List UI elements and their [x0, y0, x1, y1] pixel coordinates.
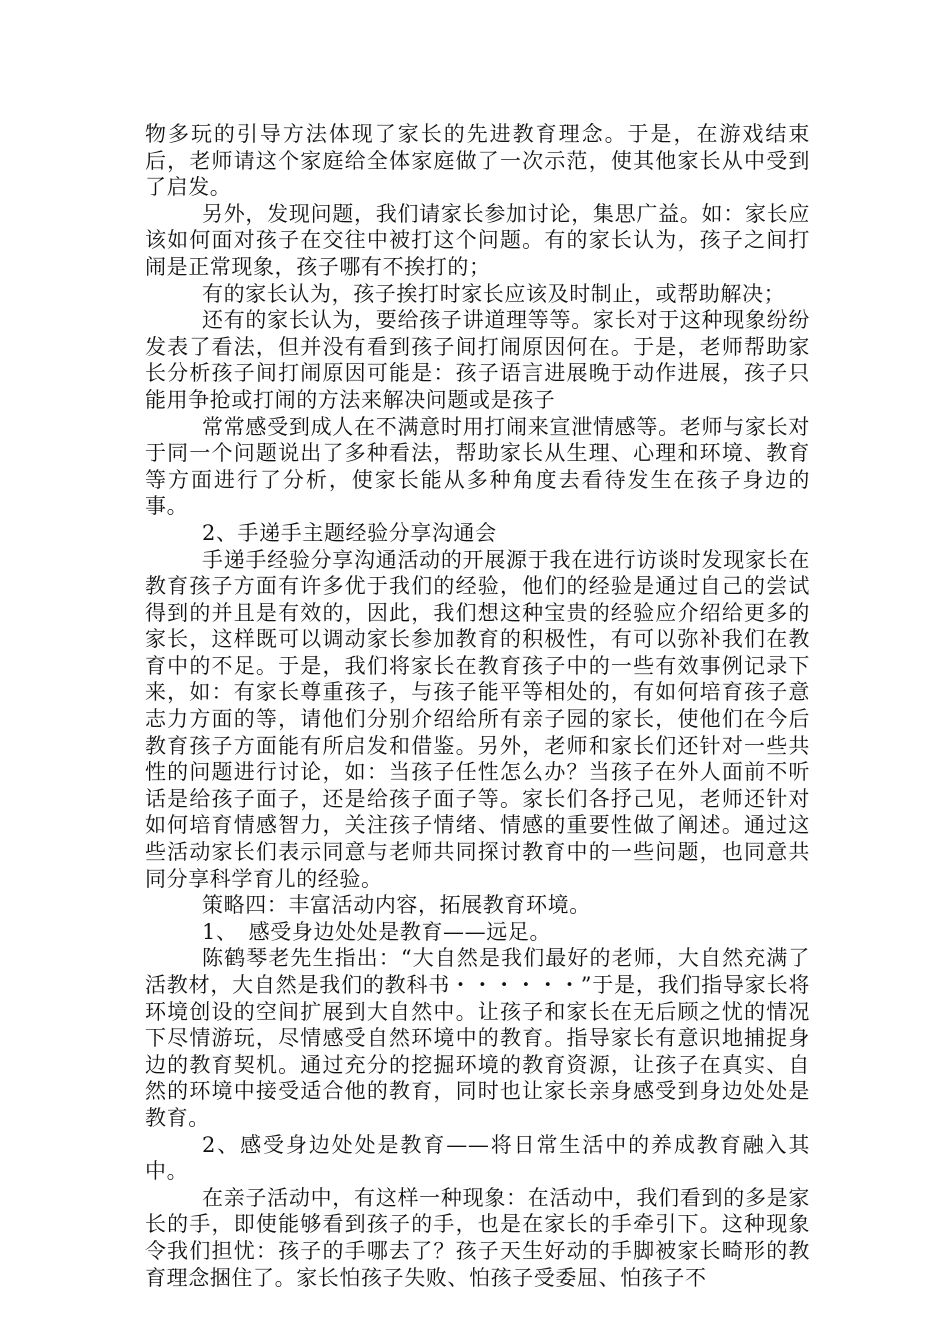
section-heading: 1、 感受身边处处是教育——远足。 — [202, 919, 552, 944]
paragraph: 在亲子活动中，有这样一种现象：在活动中，我们看到的多是家长的手，即使能够看到孩子的手，也是在家长的手牵引下。这种现象令我们担忧：孩子的手哪去了？孩子天生好动的手脚被家长畸形的教育理念捆住了。家长怕孩子失败、怕孩子受委屈、怕孩子不 — [145, 1185, 810, 1290]
paragraph: 手递手经验分享沟通活动的开展源于我在进行访谈时发现家长在教育孩子方面有许多优于我们的经验，他们的经验是通过自己的尝试得到的并且是有效的，因此，我们想这种宝贵的经验应介绍给更多的家长，这样既可以调动家长参加教育的积极性，有可以弥补我们在教育中的不足。于是，我们将家长在教育孩子中的一些有效事例记录下来，如：有家长尊重孩子，与孩子能平等相处的，有如何培育孩子意志力方面的等，请他们分别介绍给所有亲子园的家长，使他们在今后教育孩子方面能有所启发和借鉴。另外，老师和家长们还针对一些共性的问题进行讨论，如：当孩子任性怎么办？当孩子在外人面前不听话是给孩子面子，还是给孩子面子等。家长们各抒己见，老师还针对如何培育情感智力，关注孩子情绪、情感的重要性做了阐述。通过这些活动家长们表示同意与老师共同探讨教育中的一些问题，也同意共同分享科学育儿的经验。 — [145, 547, 810, 891]
paragraph: 陈鹤琴老先生指出：“大自然是我们最好的老师，大自然充满了活教材，大自然是我们的教科书・・・・・・”于是，我们指导家长将环境创设的空间扩展到大自然中。让孩子和家长在无后顾之忧的情况下尽情游玩，尽情感受自然环境中的教育。指导家长有意识地捕捉身边的教育契机。通过充分的挖掘环境的教育资源，让孩子在真实、自然的环境中接受适合他的教育，同时也让家长亲身感受到身边处处是教育。 — [145, 946, 810, 1130]
section-heading: 策略四：丰富活动内容，拓展教育环境。 — [202, 893, 591, 918]
section-heading: 2、手递手主题经验分享沟通会 — [202, 520, 497, 545]
paragraph: 有的家长认为，孩子挨打时家长应该及时制止，或帮助解决； — [202, 281, 786, 306]
section-heading: 2、感受身边处处是教育——将日常生活中的养成教育融入其中。 — [145, 1132, 810, 1184]
paragraph: 还有的家长认为，要给孩子讲道理等等。家长对于这种现象纷纷发表了看法，但并没有看到孩子间打闹原因何在。于是，老师帮助家长分析孩子间打闹原因可能是：孩子语言进展晚于动作进展，孩子只能用争抢或打闹的方法来解决问题或是孩子 — [145, 308, 810, 412]
paragraph: 常常感受到成人在不满意时用打闹来宣泄情感等。老师与家长对于同一个问题说出了多种看法，帮助家长从生理、心理和环境、教育等方面进行了分析，使家长能从多种角度去看待发生在孩子身边的事。 — [145, 414, 810, 519]
paragraph: 另外，发现问题，我们请家长参加讨论，集思广益。如：家长应该如何面对孩子在交往中被打这个问题。有的家长认为，孩子之间打闹是正常现象，孩子哪有不挨打的； — [145, 201, 810, 279]
document-body — [145, 121, 810, 1291]
paragraph: 物多玩的引导方法体现了家长的先进教育理念。于是，在游戏结束后，老师请这个家庭给全体家庭做了一次示范，使其他家长从中受到了启发。 — [145, 122, 810, 200]
